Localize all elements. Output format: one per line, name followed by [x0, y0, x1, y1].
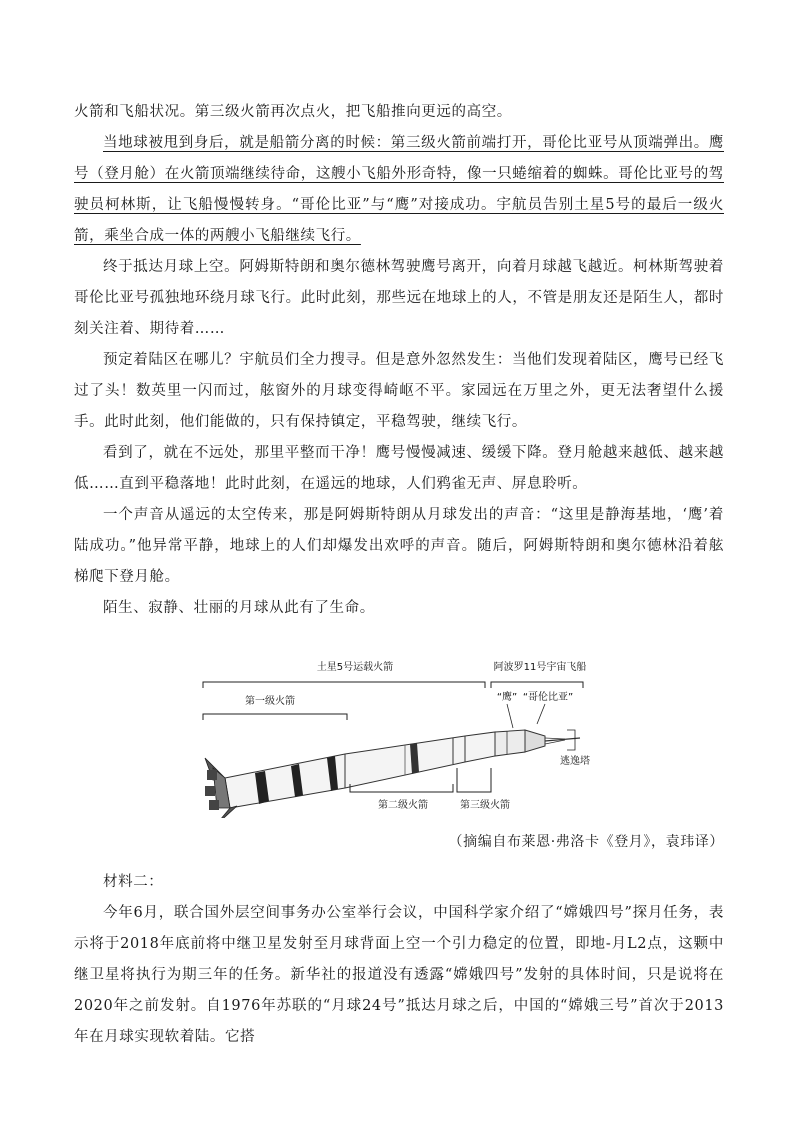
- label-stage-1: 第一级火箭: [245, 696, 295, 707]
- bracket-stage-3: [457, 768, 491, 792]
- paragraph-5: 看到了，就在不远处，那里平整而干净！鹰号慢慢减速、缓缓下降。登月舱越来越低、越来越低……直到平稳落地！此时此刻，在遥远的地球，人们鸦雀无声、屏息聆听。: [74, 445, 724, 492]
- label-escape-tower: 逃逸塔: [560, 756, 590, 767]
- bracket-stage-1: [203, 714, 347, 720]
- label-columbia: “哥伦比亚”: [522, 692, 574, 703]
- label-apollo-11: 阿波罗11号宇宙飞船: [493, 662, 587, 673]
- paragraph-1: 火箭和飞船状况。第三级火箭再次点火，把飞船推向更远的高空。: [74, 104, 512, 120]
- paragraph-3: 终于抵达月球上空。阿姆斯特朗和奥尔德林驾驶鹰号离开，向着月球越飞越近。柯林斯驾驶着哥伦比亚号孤独地环绕月球飞行。此时此刻，那些远在地球上的人，不管是朋友还是陌生人，都时刻关注着、期待着……: [74, 259, 724, 337]
- label-stage-2: 第二级火箭: [378, 800, 428, 811]
- label-stage-3: 第三级火箭: [460, 800, 510, 811]
- figure-caption: （摘编自布莱恩·弗洛卡《登月》，袁玮译）: [448, 834, 724, 850]
- paragraph-7: 陌生、寂静、壮丽的月球从此有了生命。: [103, 600, 375, 616]
- paragraph-6: 一个声音从遥远的太空传来，那是阿姆斯特朗从月球发出的声音：“这里是静海基地，‘鹰’着陆成功。”他异常平静，地球上的人们却爆发出欢呼的声音。随后，阿姆斯特朗和奥尔德林沿着舷梯爬下登月舱。: [74, 507, 724, 585]
- bracket-stage-2: [350, 784, 453, 792]
- label-eagle: “鹰”: [496, 692, 518, 703]
- bracket-escape-tower: [567, 730, 575, 750]
- bracket-saturn-v: [203, 682, 485, 688]
- leader-columbia: [537, 704, 545, 724]
- material-2-text: 今年6月，联合国外层空间事务办公室举行会议，中国科学家介绍了“嫦娥四号”探月任务，表示将于2018年底前将中继卫星发射至月球背面上空一个引力稳定的位置，即地-月L2点，这颗中继卫星将执行为期三年的任务。新华社的报道没有透露“嫦娥四号”发射的具体时间，只是说将在2020年之前发射。自1976年苏联的“月球24号”抵达月球之后，中国的“嫦娥三号”首次于2013年在月球实现软着陆。它搭: [74, 905, 724, 1045]
- rocket-diagram: [195, 658, 615, 818]
- material-2-heading: 材料二：: [103, 874, 164, 890]
- label-saturn-v: 土星5号运载火箭: [316, 662, 394, 673]
- bracket-apollo: [491, 682, 583, 688]
- leader-eagle: [507, 704, 513, 728]
- paragraph-4: 预定着陆区在哪儿？宇航员们全力搜寻。但是意外忽然发生：当他们发现着陆区，鹰号已经飞过了头！数英里一闪而过，舷窗外的月球变得崎岖不平。家园远在万里之外，更无法奢望什么援手。此时此刻，他们能做的，只有保持镇定，平稳驾驶，继续飞行。: [74, 352, 724, 430]
- paragraph-2-underlined: 当地球被甩到身后，就是船箭分离的时候：第三级火箭前端打开，哥伦比亚号从顶端弹出。鹰号（登月舱）在火箭顶端继续待命，这艘小飞船外形奇特，像一只蜷缩着的蜘蛛。哥伦比亚号的驾驶员柯林斯，让飞船慢慢转身。“哥伦比亚”与“鹰”对接成功。宇航员告别土星5号的最后一级火箭，乘坐合成一体的两艘小飞船继续飞行。: [74, 135, 724, 244]
